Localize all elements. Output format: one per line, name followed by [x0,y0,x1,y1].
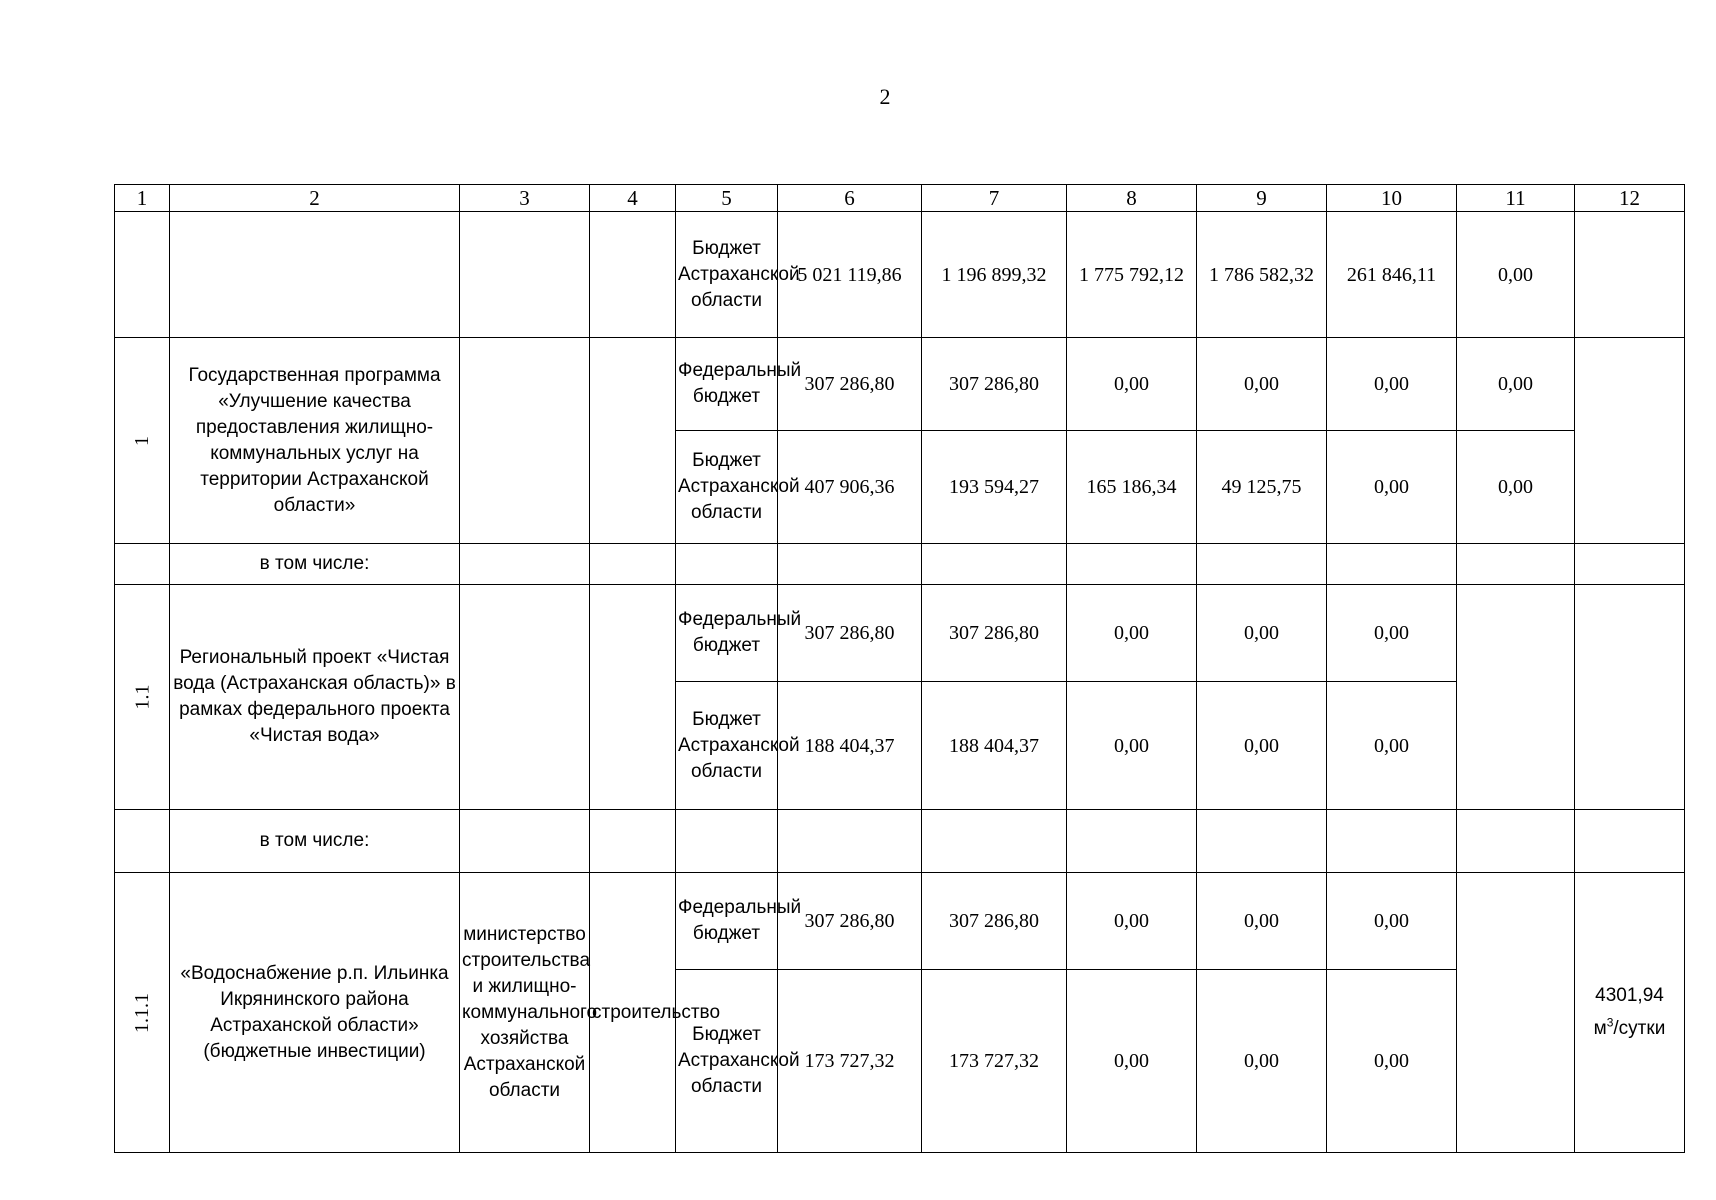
amount-cell: 0,00 [1327,873,1457,970]
amount-cell: 0,00 [1197,682,1327,810]
capacity-value: 4301,94 [1595,985,1664,1007]
amount-cell: 0,00 [1197,970,1327,1153]
column-header: 3 [460,185,590,212]
funding-source: Бюджет Астраханской области [676,212,778,338]
row-number: 1 [115,338,170,544]
program-name: Государственная программа «Улучшение качества предоставления жилищно-коммунальных услуг на территории Астраханской области» [170,338,460,544]
funding-source: Бюджет Астраханской области [676,970,778,1153]
row-number: 1.1.1 [115,873,170,1153]
amount-cell: 193 594,27 [922,431,1067,544]
column-header: 2 [170,185,460,212]
amount-cell: 5 021 119,86 [778,212,922,338]
funding-source: Федеральный бюджет [676,873,778,970]
amount-cell: 0,00 [1327,585,1457,682]
amount-cell: 173 727,32 [778,970,922,1153]
column-header: 9 [1197,185,1327,212]
amount-cell: 261 846,11 [1327,212,1457,338]
amount-cell: 0,00 [1457,338,1575,431]
capacity-result [1575,873,1685,1153]
responsible-agency: министерство строительства и жилищно-коммунального хозяйства Астраханской области [460,873,590,1153]
amount-cell: 0,00 [1067,970,1197,1153]
column-header: 6 [778,185,922,212]
amount-cell: 188 404,37 [922,682,1067,810]
amount-cell: 0,00 [1327,431,1457,544]
column-header: 12 [1575,185,1685,212]
table-row [115,585,1685,682]
amount-cell: 0,00 [1327,682,1457,810]
amount-cell: 307 286,80 [778,585,922,682]
page-number: 2 [879,84,891,109]
table-row [115,873,1685,970]
project-name: Региональный проект «Чистая вода (Астраханская область)» в рамках федерального проекта «Чистая вода» [170,585,460,810]
amount-cell: 0,00 [1067,873,1197,970]
work-type: строительство [590,873,676,1153]
amount-cell: 307 286,80 [778,338,922,431]
amount-cell: 0,00 [1457,212,1575,338]
amount-cell: 0,00 [1067,338,1197,431]
funding-source: Бюджет Астраханской области [676,431,778,544]
column-number-row [115,185,1685,212]
amount-cell: 0,00 [1197,873,1327,970]
amount-cell: 407 906,36 [778,431,922,544]
budget-table [114,184,1685,1153]
column-header: 7 [922,185,1067,212]
funding-source: Бюджет Астраханской области [676,682,778,810]
column-header: 5 [676,185,778,212]
funding-source: Федеральный бюджет [676,585,778,682]
column-header: 10 [1327,185,1457,212]
amount-cell: 1 196 899,32 [922,212,1067,338]
amount-cell: 0,00 [1197,338,1327,431]
funding-source: Федеральный бюджет [676,338,778,431]
including-label: в том числе: [170,544,460,585]
amount-cell: 307 286,80 [922,585,1067,682]
table-row [115,212,1685,338]
amount-cell: 307 286,80 [778,873,922,970]
amount-cell: 0,00 [1327,338,1457,431]
amount-cell: 0,00 [1327,970,1457,1153]
column-header: 11 [1457,185,1575,212]
column-header: 1 [115,185,170,212]
amount-cell: 0,00 [1457,431,1575,544]
amount-cell: 0,00 [1067,585,1197,682]
table-row [115,810,1685,873]
column-header: 8 [1067,185,1197,212]
amount-cell: 188 404,37 [778,682,922,810]
capacity-unit: $м^3$/сутки [1593,1015,1666,1039]
amount-cell: 0,00 [1197,585,1327,682]
amount-cell: 307 286,80 [922,338,1067,431]
table-row [115,338,1685,431]
table-row [115,544,1685,585]
row-number: 1.1 [115,585,170,810]
including-label: в том числе: [170,810,460,873]
amount-cell: 1 775 792,12 [1067,212,1197,338]
amount-cell: 0,00 [1067,682,1197,810]
amount-cell: 165 186,34 [1067,431,1197,544]
object-name: «Водоснабжение р.п. Ильинка Икрянинского района Астраханской области» (бюджетные инвестиции) [170,873,460,1153]
amount-cell: 49 125,75 [1197,431,1327,544]
amount-cell: 307 286,80 [922,873,1067,970]
amount-cell: 173 727,32 [922,970,1067,1153]
amount-cell: 1 786 582,32 [1197,212,1327,338]
column-header: 4 [590,185,676,212]
